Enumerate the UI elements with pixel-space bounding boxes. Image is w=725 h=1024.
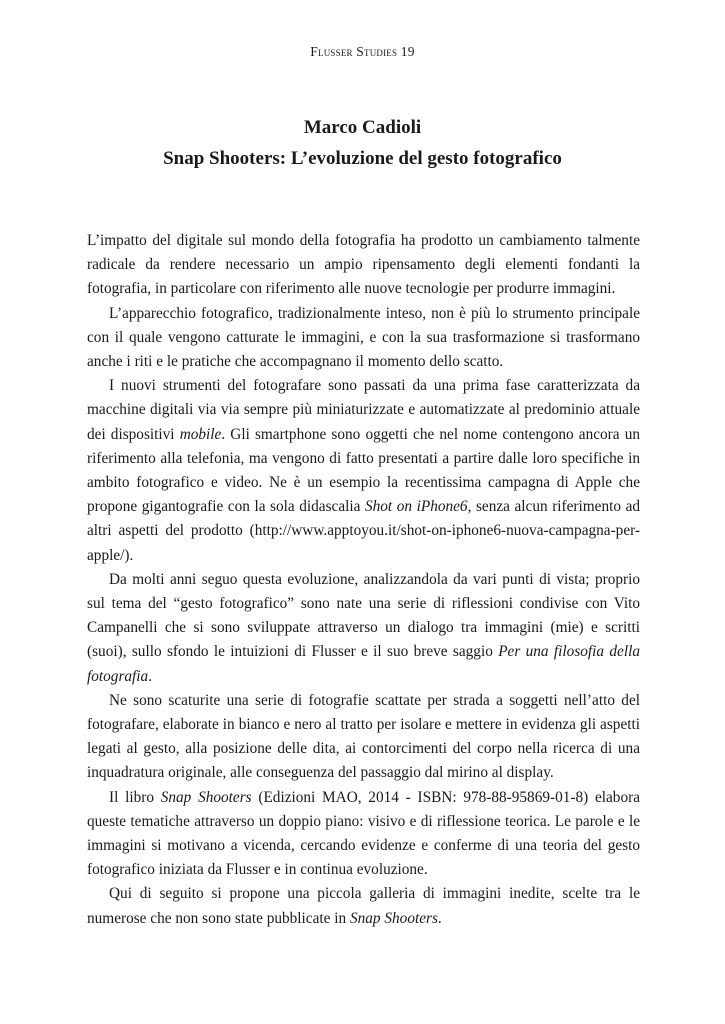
issue-number: 19 — [400, 44, 415, 59]
book-title-snap-shooters: Snap Shooters — [349, 909, 438, 927]
paragraph-4 — [87, 568, 640, 689]
running-header — [0, 44, 725, 60]
paragraph-4-text-a: Da molti anni seguo questa evoluzione, analizzandola da vari punti di vista; proprio sul tema del “gesto fotografico” sono nate una serie di riflessioni condivise con Vito Campanelli che si sono sviluppate attraverso un dialogo tra immagini (mie) e scritti (suoi), sullo sfondo le intuizioni di Flusser e il suo breve saggio — [87, 570, 640, 661]
paragraph-3-text-b: . Gli smartphone sono oggetti che nel nome contengono ancora un riferimento alla telefonia, ma vengono di fatto presentati a partire dalle loro specifiche in ambito fotografico e video. Ne è un esempio la recentissima campagna di Apple che propone gigantografie con la sola didascalia — [87, 425, 640, 516]
paragraph-6-text-b: (Edizioni MAO, 2014 - ISBN: 978-88-95869-01-8) elabora queste tematiche attraverso un doppio piano: visivo e di riflessione teorica. Le parole e le immagini si motivano a vicenda, cercando evidenze e conferme di una teoria del gesto fotografico iniziata da Flusser e in continua evoluzione. — [87, 788, 640, 879]
journal-name: Flusser Studies — [310, 44, 398, 59]
paragraph-7-text-b: . — [437, 909, 442, 927]
paragraph-6 — [87, 786, 640, 883]
article-title: Snap Shooters: L’evoluzione del gesto fotografico — [163, 148, 562, 169]
paragraph-2: L’apparecchio fotografico, tradizionalmente inteso, non è più lo strumento principale con il quale vengono catturate le immagini, e con la sua trasformazione si trasformano anche i riti e le pratiche che accompagnano il momento dello scatto. — [87, 304, 640, 371]
book-title-snap-shooters: Snap Shooters — [160, 788, 252, 806]
paragraph-7 — [87, 882, 640, 930]
paragraph-3-text-c: , senza alcun riferimento ad altri aspetti del prodotto ( — [87, 498, 641, 540]
book-title-filosofia: Per una filosofia della fotografia — [87, 643, 640, 685]
paragraph-3-text-a: I nuovi strumenti del fotografare sono passati da una prima fase caratterizzata da macchine digitali via via sempre più miniaturizzate e automatizzate al predominio attuale dei dispositivi — [87, 377, 640, 443]
paragraph-3 — [87, 374, 640, 568]
article-body — [87, 229, 640, 931]
paragraph-1: L’impatto del digitale sul mondo della fotografia ha prodotto un cambiamento talmente radicale da rendere necessario un ampio ripensamento degli elementi fondanti la fotografia, in particolare con riferimento alle nuove tecnologie per produrre immagini. — [87, 232, 640, 298]
paragraph-3-text-d: ). — [124, 546, 134, 564]
paragraph-7-text-a: Qui di seguito si propone una piccola galleria di immagini inedite, scelte tra le numerose che non sono state pubblicate in — [87, 885, 640, 927]
paragraph-4-text-b: . — [148, 667, 153, 685]
reference-url: http://www.apptoyou.it/shot-on-iphone6-nuova-campagna-per-apple/ — [87, 522, 640, 564]
paragraph-6-text-a: Il libro — [109, 788, 161, 806]
paragraph-5: Ne sono scaturite una serie di fotografie scattate per strada a soggetti nell’atto del fotografare, elaborate in bianco e nero al tratto per isolare e mettere in evidenza gli aspetti legati al gesto, alla posizione delle dita, ai contorcimenti del corpo nella ricerca di una inquadratura originale, alle conseguenza del passaggio dal mirino al display. — [87, 691, 640, 782]
campaign-caption: Shot on iPhone6 — [364, 498, 468, 516]
term-mobile: mobile — [179, 425, 222, 443]
article-author: Marco Cadioli — [303, 117, 422, 138]
